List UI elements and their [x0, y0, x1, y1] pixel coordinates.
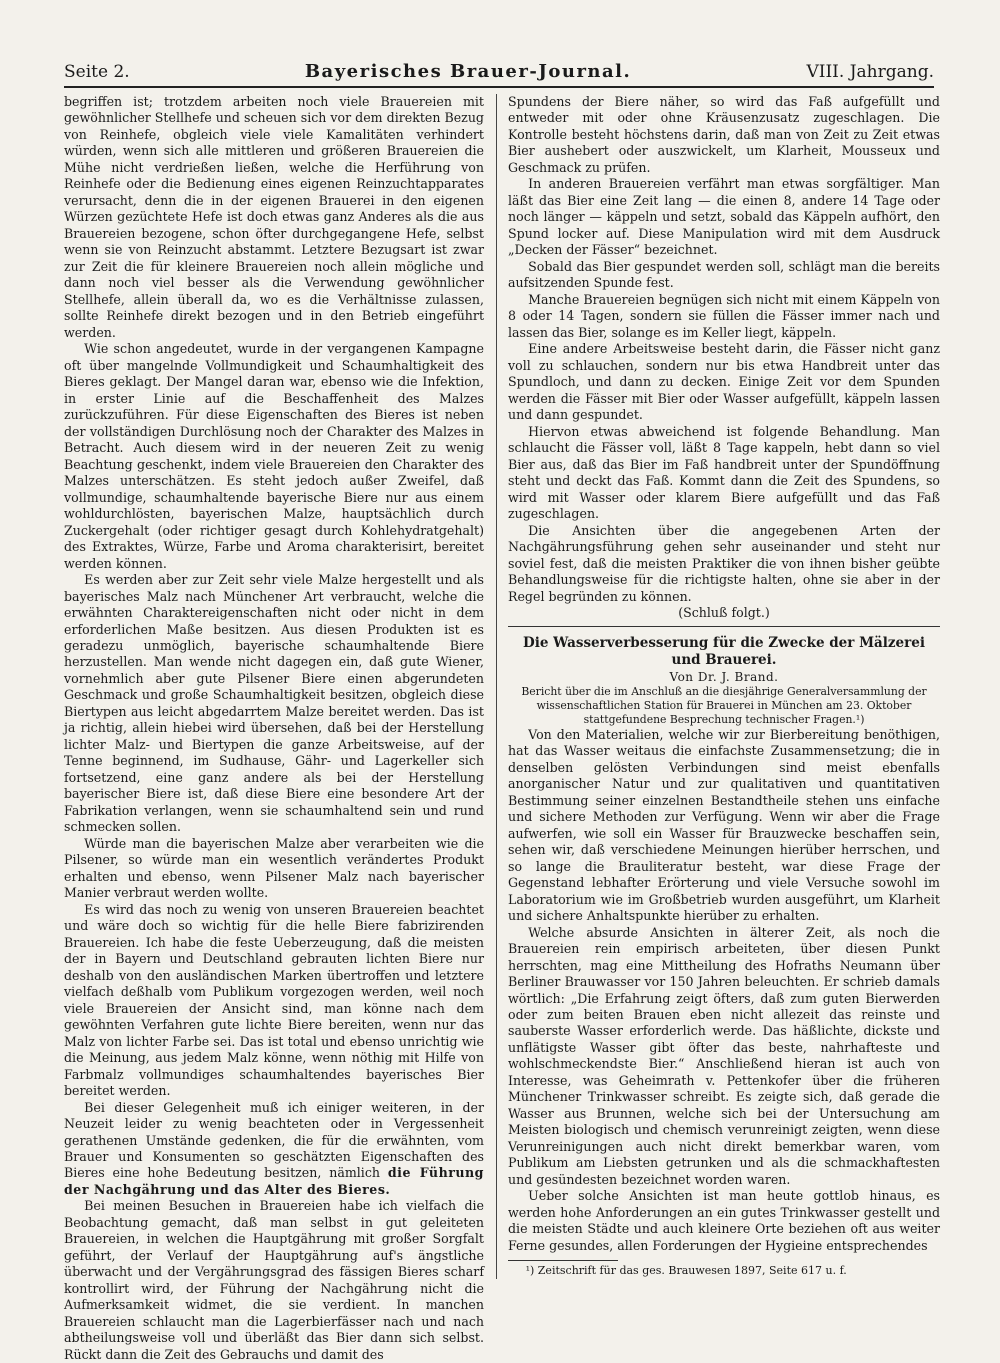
journal-title: Bayerisches Brauer-Journal.	[304, 61, 632, 82]
paragraph	[64, 1100, 484, 1199]
column-divider	[496, 94, 497, 1279]
article-title-line1: Die Wasserverbesserung für die Zwecke der Mälzerei	[523, 634, 925, 651]
paragraph: Es wird das noch zu wenig von unseren Brauereien beachtet und wäre doch so wichtig für die helle Biere fabrizirenden Brauereien. Ich habe die feste Ueberzeugung, daß die meisten der in Bayern und Deutschland gebrauten lichten Biere nur deshalb von den ausländischen Marken übertroffen und letztere vielfach deßhalb vom Publikum vorgezogen werden, weil noch viele Brauereien der Ansicht sind, man könne nach dem gewöhnten Verfahren gute lichte Biere bereiten, wenn nur das Malz von lichter Farbe sei. Das ist total und ebenso unrichtig wie die Meinung, aus jedem Malz könne, wenn nöthig mit Hilfe von Farbmalz vollmundiges schaumhaltendes bayerisches Bier bereitet werden.	[64, 901, 484, 1099]
right-column	[508, 94, 940, 1277]
paragraph: Ueber solche Ansichten ist man heute gottlob hinaus, es werden hohe Anforderungen an ein gutes Trinkwasser gestellt und die meisten Städte und auch kleinere Orte beziehen oft aus weiter Ferne gesundes, allen Forderungen der Hygieine entsprechendes	[508, 1188, 940, 1253]
article-subtitle: Bericht über die im Anschluß an die diesjährige Generalversammlung der wissenschaftlichen Station für Brauerei in München am 23. Oktober stattgefundene Besprechung technischer Fragen.¹)	[521, 685, 927, 726]
paragraph: Von den Materialien, welche wir zur Bierbereitung benöthigen, hat das Wasser weitaus die einfachste Zusammensetzung; die in denselben gelösten Verbindungen sind meist ebenfalls anorganischer Natur und zur qualitativen und quantitativen Bestimmung seiner einzelnen Bestandtheile stehen uns einfache und sichere Methoden zur Verfügung. Wenn wir aber die Frage aufwerfen, wie soll ein Wasser für Brauzwecke beschaffen sein, sehen wir, daß verschiedene Meinungen hierüber herrschen, und so lange die Brauliteratur besteht, war diese Frage der Gegenstand lebhafter Erörterung und viele Versuche sowohl im Laboratorium wie im Großbetrieb wurden ausgeführt, um Klarheit und sichere Anhaltspunkte hierüber zu erhalten.	[508, 726, 940, 924]
paragraph: Wie schon angedeutet, wurde in der vergangenen Kampagne oft über mangelnde Vollmundigkeit und Schaumhaltigkeit des Bieres geklagt. Der Mangel daran war, ebenso wie die Infektion, in erster Linie auf die Beschaffenheit des Malzes zurückzuführen. Für diese Eigenschaften des Bieres ist neben der vollständigen Durchlösung noch der Charakter des Malzes in Betracht. Auch diesem wird in der neueren Zeit zu wenig Beachtung geschenkt, indem viele Brauereien den Charakter des Malzes unterschätzen. Es steht jedoch außer Zweifel, daß vollmundige, schaumhaltende bayerische Biere nur aus einem wohldurchlösten, bayerischen Malze, hauptsächlich durch Zuckergehalt (oder richtiger gesagt durch Kohlehydratgehalt) des Extraktes, Würze, Farbe und Aroma charakterisirt, bereitet werden können.	[64, 341, 484, 571]
paragraph: Bei meinen Besuchen in Brauereien habe ich vielfach die Beobachtung gemacht, daß man selbst in gut geleiteten Brauereien, in welchen die Hauptgährung mit großer Sorgfalt geführt, der Verlauf der Hauptgährung auf's ängstliche überwacht und der Vergährungsgrad des fässigen Bieres scharf kontrollirt wird, der Führung der Nachgährung nicht die Aufmerksamkeit widmet, die sie verdient. In manchen Brauereien schlaucht man die Lagerbierfässer nach und nach abtheilungsweise voll und überläßt das Bier dann sich selbst. Rückt dann die Zeit des Gebrauchs und damit des	[64, 1198, 484, 1362]
paragraph: Eine andere Arbeitsweise besteht darin, die Fässer nicht ganz voll zu schlauchen, sondern nur bis etwa Handbreit unter das Spundloch, und dann zu decken. Einige Zeit vor dem Spunden werden die Fässer mit Bier oder Wasser aufgefüllt, käppeln lassen und dann gespundet.	[508, 341, 940, 423]
paragraph: begriffen ist; trotzdem arbeiten noch viele Brauereien mit gewöhnlicher Stellhefe und scheuen sich vor dem direkten Bezug von Reinhefe, obgleich viele viele Kamalitäten verhindert würden, wenn sich alle mittleren und größeren Brauereien die Mühe nicht verdrießen ließen, welche die Herführung von Reinhefe oder die Bedienung eines eigenen Reinzuchtapparates verursacht, denn die in der eigenen Brauerei in den eigenen Würzen gezüchtete Hefe ist doch etwas ganz Anderes als die aus Brauereien bezogene, schon öfter durchgegangene Hefe, selbst wenn sie von Reinzucht abstammt. Letztere Bezugsart ist zwar zur Zeit die für kleinere Brauereien noch allein mögliche und dann noch viel besser als die Verwendung gewöhnlicher Stellhefe, allein überall da, wo es die Verhältnisse zulassen, sollte Reinhefe direkt bezogen und in den Betrieb eingeführt werden.	[64, 94, 484, 340]
paragraph-text: Bei dieser Gelegenheit muß ich einiger weiteren, in der Neuzeit leider zu wenig beachteten oder in Vergessenheit gerathenen Umstände gedenken, die für die erwähnten, vom Brauer und Konsumenten so geschätzten Eigenschaften des Bieres eine hohe Bedeutung besitzen, nämlich	[64, 1099, 484, 1181]
paragraph: Hiervon etwas abweichend ist folgende Behandlung. Man schlaucht die Fässer voll, läßt 8 Tage kappeln, hebt dann so viel Bier aus, daß das Bier im Faß handbreit unter der Spundöffnung steht und deckt das Faß. Kommt dann die Zeit des Spundens, so wird mit Wasser oder klarem Biere aufgefüllt und das Faß zugeschlagen.	[508, 423, 940, 522]
page-number: Seite 2.	[64, 62, 130, 82]
emphasis-text: die Führung der Nachgährung und das Alter des Bieres.	[64, 1165, 484, 1197]
paragraph: Würde man die bayerischen Malze aber verarbeiten wie die Pilsener, so würde man ein wesentlich verändertes Produkt erhalten und ebenso, wenn Pilsener Malz nach bayerischer Manier verbraut werden wollte.	[64, 835, 484, 901]
conclusion-note: (Schluß folgt.)	[678, 605, 770, 621]
paragraph: Manche Brauereien begnügen sich nicht mit einem Käppeln von 8 oder 14 Tagen, sondern sie füllen die Fässer immer nach und lassen das Bier, solange es im Keller liegt, käppeln.	[508, 291, 940, 340]
section-rule	[508, 626, 940, 627]
paragraph: Spundens der Biere näher, so wird das Faß aufgefüllt und entweder mit oder ohne Kräusenzusatz zugeschlagen. Die Kontrolle besteht höchstens darin, daß man von Zeit zu Zeit etwas Bier aushebert oder auszwickelt, um Klarheit, Mousseux und Geschmack zu prüfen.	[508, 94, 940, 175]
paragraph: Welche absurde Ansichten in älterer Zeit, als noch die Brauereien rein empirisch arbeiteten, über diesen Punkt herrschten, mag eine Mittheilung des Hofraths Neumann über Berliner Brauwasser vor 150 Jahren beleuchten. Er schrieb damals wörtlich: „Die Erfahrung zeigt öfters, daß zum guten Bierwerden oder zum beiten Brauen eben nicht allezeit das reinste und sauberste Wasser erforderlich werde. Das häßlichte, dickste und unflätigste Wasser gibt öfter das beste, nahrhafteste und wohlschmeckendste Bier.“ Anschließend hieran ist auch von Interesse, was Geheimrath v. Pettenkofer über die früheren Münchener Trinkwasser schreibt. Es zeigte sich, daß gerade die Wasser aus Brunnen, welche sich bei der Untersuchung am Meisten biologisch und chemisch verunreinigt zeigten, wenn diese Verunreinigungen auch nicht direkt bemerkbar waren, vom Publikum am Liebsten getrunken und als die schmackhaftesten und gesündesten bezeichnet worden waren.	[508, 924, 940, 1187]
article-author: Von Dr. J. Brand.	[669, 669, 779, 684]
page-header	[64, 52, 934, 88]
paragraph: Es werden aber zur Zeit sehr viele Malze hergestellt und als bayerisches Malz nach Münchener Art verbraucht, welche die erwähnten Charaktereigenschaften nicht oder nicht in dem erforderlichen Maße besitzen. Aus diesen Produkten ist es geradezu unmöglich, bayerische schaumhaltende Biere herzustellen. Man wende nicht dagegen ein, daß gute Wiener, vornehmlich aber gute Pilsener Biere einen abgerundeten Geschmack und große Schaumhaltigkeit besitzen, obgleich diese Biertypen aus leicht abgedarrtem Malze bereitet werden. Das ist ja richtig, allein hiebei wird übersehen, daß bei der Herstellung lichter Malz- und Biertypen die ganze Arbeitsweise, auf der Tenne beginnend, im Sudhause, Gähr- und Lagerkeller sich fortsetzend, eine ganz andere als bei der Herstellung bayerischer Biere ist, daß diese Biere eine besondere Art der Fabrikation verlangen, wenn sie schaumhaltend sein und rund schmecken sollen.	[64, 572, 484, 835]
left-column	[64, 94, 484, 1363]
volume-label: VIII. Jahrgang.	[806, 62, 934, 82]
footnote: ¹) Zeitschrift für das ges. Brauwesen 1897, Seite 617 u. f.	[525, 1264, 847, 1278]
article-title-line2: und Brauerei.	[671, 652, 777, 669]
paragraph: Die Ansichten über die angegebenen Arten der Nachgährungsführung gehen sehr auseinander und steht nur soviel fest, daß die meisten Praktiker die von ihnen bisher geübte Behandlungsweise für die richtigste halten, ohne sie aber in der Regel begründen zu können.	[508, 522, 940, 604]
paragraph: In anderen Brauereien verfährt man etwas sorgfältiger. Man läßt das Bier eine Zeit lang — die einen 8, andere 14 Tage oder noch länger — käppeln und setzt, sobald das Käppeln aufhört, den Spund locker auf. Diese Manipulation wird mit dem Ausdruck „Decken der Fässer“ bezeichnet.	[508, 176, 940, 258]
footnote-rule	[508, 1260, 618, 1261]
paragraph: Sobald das Bier gespundet werden soll, schlägt man die bereits aufsitzenden Spunde fest.	[508, 258, 940, 291]
